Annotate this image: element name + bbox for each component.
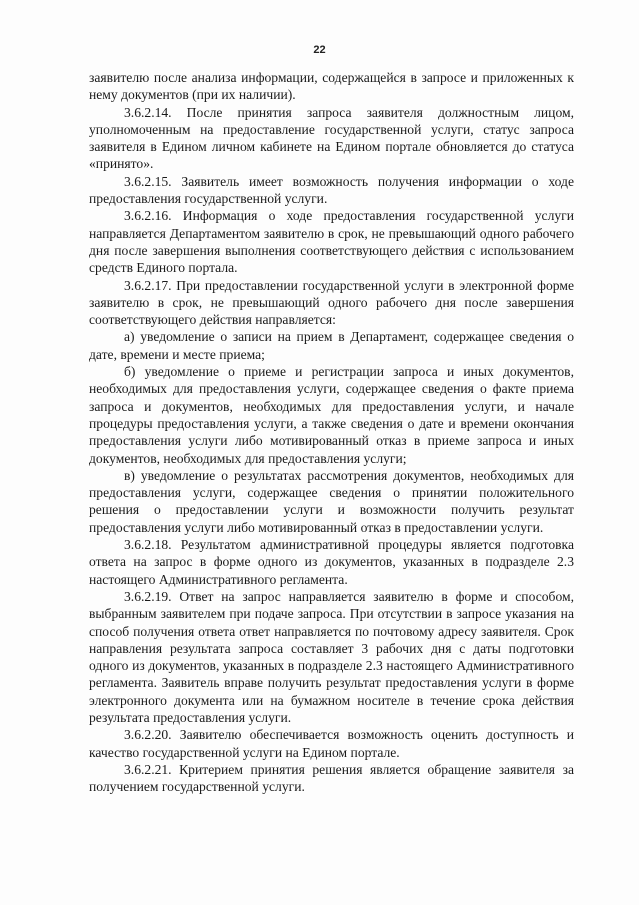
paragraph-continuation: заявителю после анализа информации, содержащейся в запросе и приложенных к нему документов (при их наличии).: [89, 70, 574, 103]
list-item-b: б) уведомление о приеме и регистрации запроса и иных документов, необходимых для предоставления услуги, содержащее сведения о факте приема запроса и документов, необходимых для предоставления услуги, и начале процедуры предоставления услуги, а также сведения о дате и времени окончания предоставления услуги либо мотивированный отказ в приеме запроса и иных документов, необходимых для предоставления услуги;: [89, 364, 574, 466]
page-number: 22: [313, 44, 326, 56]
list-item-a: а) уведомление о записи на прием в Департамент, содержащее сведения о дате, времени и месте приема;: [89, 329, 574, 362]
paragraph-3-6-2-16: 3.6.2.16. Информация о ходе предоставления государственной услуги направляется Департаментом заявителю в срок, не превышающий одного рабочего дня после завершения выполнения соответствующего действия с использованием средств Единого портала.: [89, 208, 574, 276]
paragraph-3-6-2-14: 3.6.2.14. После принятия запроса заявителя должностным лицом, уполномоченным на предоставление государственной услуги, статус запроса заявителя в Едином личном кабинете на Едином портале обновляется до статуса «принято».: [89, 104, 574, 172]
paragraph-3-6-2-15: 3.6.2.15. Заявитель имеет возможность получения информации о ходе предоставления государственной услуги.: [89, 173, 574, 207]
list-item-v: в) уведомление о результатах рассмотрения документов, необходимых для предоставления услуги, содержащее сведения о принятии положительного решения о предоставлении услуги и возможности получить результат предоставления услуги либо мотивированный отказ в предоставлении услуги.: [89, 467, 574, 535]
paragraph-3-6-2-17: 3.6.2.17. При предоставлении государственной услуги в электронной форме заявителю в срок, не превышающий одного рабочего дня после завершения соответствующего действия направляется:: [89, 277, 574, 328]
paragraph-3-6-2-20: 3.6.2.20. Заявителю обеспечивается возможность оценить доступность и качество государственной услуги на Едином портале.: [89, 727, 574, 760]
paragraph-3-6-2-18: 3.6.2.18. Результатом административной процедуры является подготовка ответа на запрос в форме одного из документов, указанных в подразделе 2.3 настоящего Административного регламента.: [89, 537, 574, 587]
document-body: [89, 69, 574, 795]
paragraph-3-6-2-21: 3.6.2.21. Критерием принятия решения является обращение заявителя за получением государственной услуги.: [89, 761, 574, 795]
paragraph-3-6-2-19: 3.6.2.19. Ответ на запрос направляется заявителю в форме и способом, выбранным заявителем при подаче запроса. При отсутствии в запросе указания на способ получения ответа ответ направляется по почтовому адресу заявителя. Срок направления результата запроса составляет 3 рабочих дня с даты подготовки одного из документов, указанных в подразделе 2.3 настоящего Административного регламента. Заявитель вправе получить результат предоставления услуги в форме электронного документа или на бумажном носителе в течение срока действия результата предоставления услуги.: [89, 588, 574, 725]
